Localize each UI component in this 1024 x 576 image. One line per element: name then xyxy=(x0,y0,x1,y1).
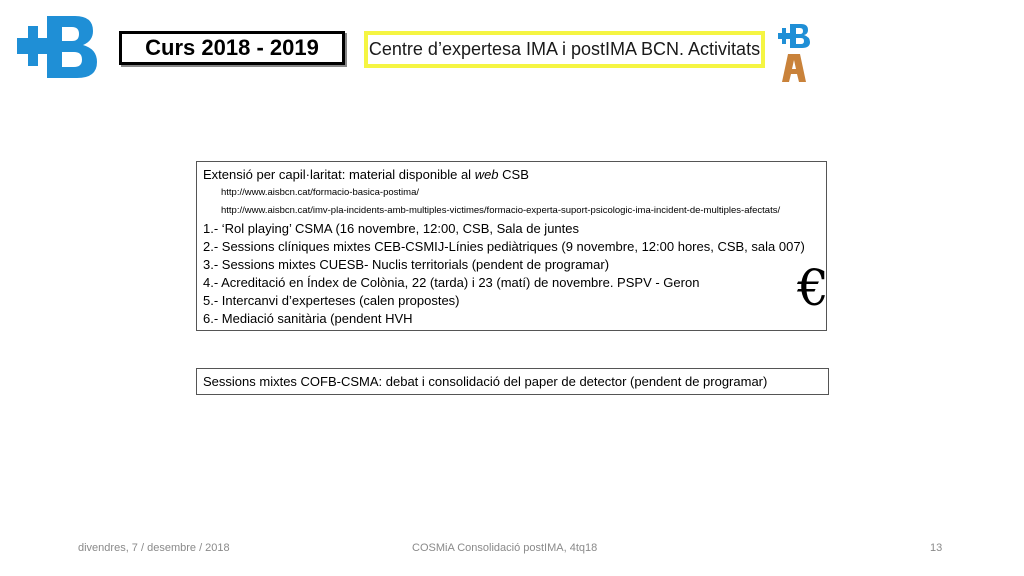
activity-link-basic[interactable]: http://www.aisbcn.cat/formacio-basica-postima/ xyxy=(221,187,419,198)
activity-item-3: 3.- Sessions mixtes CUESB- Nuclis territorials (pendent de programar) xyxy=(203,257,610,272)
sessions-box: Sessions mixtes COFB-CSMA: debat i consolidació del paper de detector (pendent de programar) xyxy=(196,368,829,395)
activities-box xyxy=(196,161,827,331)
activity-item-6: 6.- Mediació sanitària (pendent HVH xyxy=(203,311,413,326)
activities-intro: Extensió per capil·laritat: material disponible al web CSB xyxy=(203,167,529,182)
activity-item-1: 1.- ‘Rol playing’ CSMA (16 novembre, 12:00, CSB, Sala de juntes xyxy=(203,221,579,236)
footer-title: COSMiA Consolidació postIMA, 4tq18 xyxy=(412,542,598,554)
brand-logo-icon xyxy=(17,16,97,78)
activity-item-4: 4.- Acreditació en Índex de Colònia, 22 (tarda) i 23 (matí) de novembre. PSPV - Geron xyxy=(203,275,700,290)
centre-title: Centre d’expertesa IMA i postIMA BCN. Activitats xyxy=(364,31,765,68)
activity-item-5: 5.- Intercanvi d’experteses (calen propostes) xyxy=(203,293,460,308)
course-title: Curs 2018 - 2019 xyxy=(119,31,345,65)
footer-date: divendres, 7 / desembre / 2018 xyxy=(78,542,230,554)
activity-item-2: 2.- Sessions clíniques mixtes CEB-CSMIJ-Línies pediàtriques (9 novembre, 12:00 hores, CSB, sala 007) xyxy=(203,239,805,254)
euro-icon: € xyxy=(797,259,829,317)
page-number: 13 xyxy=(930,542,943,554)
secondary-logo-icon xyxy=(778,24,810,84)
activity-link-expert[interactable]: http://www.aisbcn.cat/imv-pla-incidents-amb-multiples-victimes/formacio-experta-suport-psicologic-ima-incident-de-multiples-afectats/ xyxy=(221,205,781,216)
